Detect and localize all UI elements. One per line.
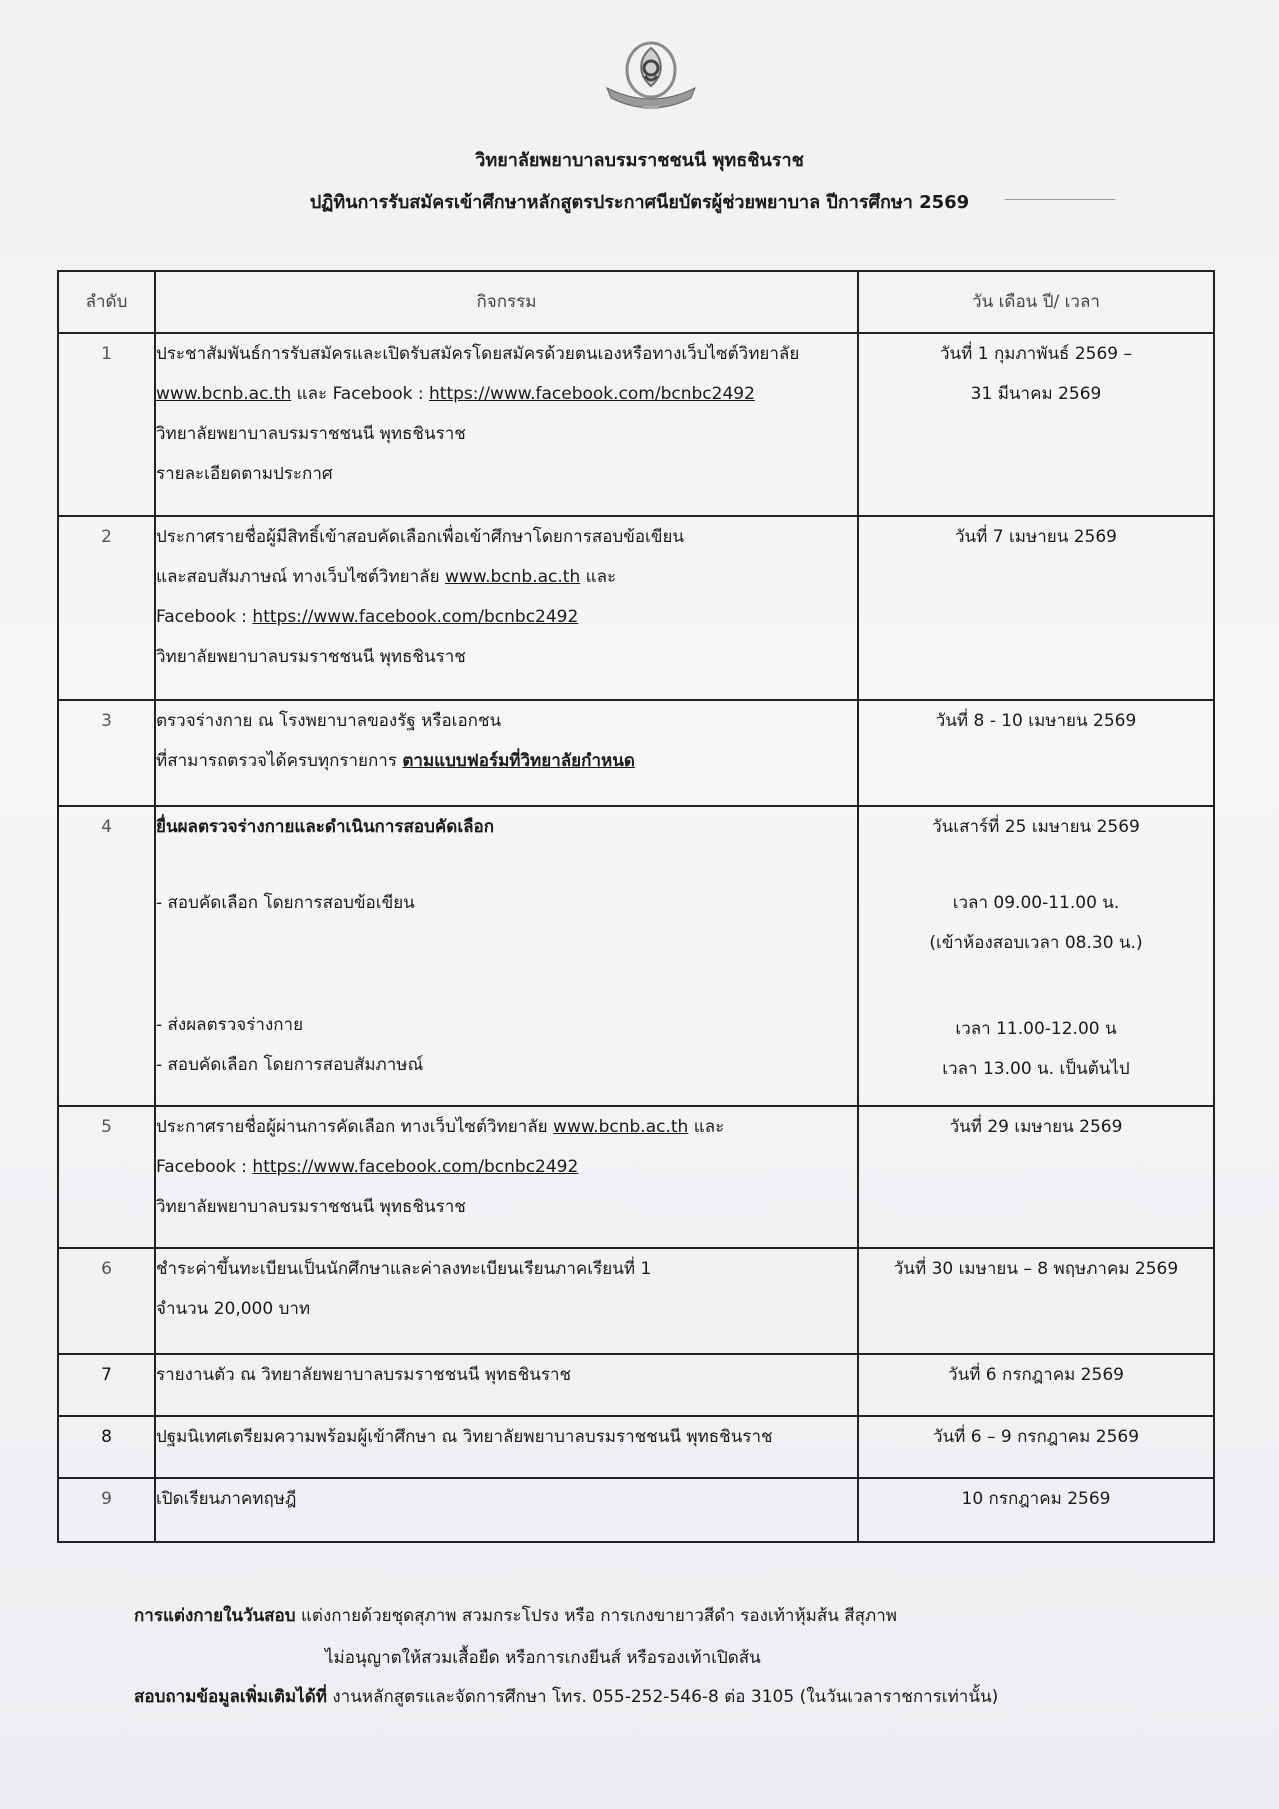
- date-cell: [858, 1478, 1214, 1542]
- activity-text: และ Facebook :: [291, 384, 430, 404]
- date-cell: [858, 806, 1214, 1106]
- facebook-link[interactable]: https://www.facebook.com/bcnbc2492: [429, 384, 755, 404]
- activity-cell: [155, 1478, 858, 1542]
- spacer: [859, 847, 1213, 883]
- row-number: 7: [58, 1354, 155, 1416]
- date-line: วันที่ 6 – 9 กรกฎาคม 2569: [932, 1427, 1140, 1447]
- date-line: เวลา 13.00 น. เป็นต้นไป: [942, 1059, 1130, 1079]
- date-cell: [858, 1106, 1214, 1248]
- date-line: วันที่ 1 กุมภาพันธ์ 2569 –: [939, 344, 1133, 364]
- row-number: 6: [58, 1248, 155, 1354]
- college-title: วิทยาลัยพยาบาลบรมราชชนนี พุทธชินราช: [475, 150, 804, 171]
- table-row: [58, 333, 1214, 516]
- table-row: [58, 700, 1214, 806]
- date-line: วันที่ 8 - 10 เมษายน 2569: [935, 711, 1137, 731]
- date-cell: [858, 700, 1214, 806]
- header-activity: กิจกรรม: [155, 271, 858, 333]
- header-date: วัน เดือน ปี/ เวลา: [858, 271, 1214, 333]
- row-number: 9: [58, 1478, 155, 1542]
- activity-cell: [155, 333, 858, 516]
- spacer: [156, 923, 857, 959]
- table-row: [58, 1248, 1214, 1354]
- contact-label: สอบถามข้อมูลเพิ่มเติมได้ที่: [134, 1687, 327, 1707]
- schedule-table: [57, 270, 1215, 1543]
- facebook-link[interactable]: https://www.facebook.com/bcnbc2492: [252, 607, 579, 627]
- website-link[interactable]: www.bcnb.ac.th: [444, 567, 581, 587]
- website-link[interactable]: www.bcnb.ac.th: [553, 1117, 689, 1137]
- dress-code-note: [134, 1605, 897, 1627]
- activity-line: ตรวจร่างกาย ณ โรงพยาบาลของรัฐ หรือเอกชน: [156, 711, 502, 731]
- form-requirement: ตามแบบฟอร์มที่วิทยาลัยกำหนด: [402, 751, 635, 771]
- contact-note: [134, 1686, 998, 1708]
- activity-cell: [155, 806, 858, 1106]
- activity-line: ปฐมนิเทศเตรียมความพร้อมผู้เข้าศึกษา ณ วิทยาลัยพยาบาลบรมราชชนนี พุทธชินราช: [156, 1427, 773, 1447]
- date-cell: [858, 1416, 1214, 1478]
- activity-text: ประกาศรายชื่อผู้ผ่านการคัดเลือก ทางเว็บไซต์วิทยาลัย: [156, 1117, 554, 1137]
- activity-cell: [155, 1354, 858, 1416]
- activity-cell: [155, 1416, 858, 1478]
- date-line: เวลา 09.00-11.00 น.: [952, 893, 1120, 913]
- date-line: วันที่ 30 เมษายน – 8 พฤษภาคม 2569: [893, 1259, 1179, 1279]
- table-row: [58, 516, 1214, 700]
- activity-line: - ส่งผลตรวจร่างกาย: [156, 1015, 304, 1035]
- date-line: วันที่ 6 กรกฎาคม 2569: [948, 1365, 1124, 1385]
- contact-text: งานหลักสูตรและจัดการศึกษา โทร. 055-252-546-8 ต่อ 3105 (ในวันเวลาราชการเท่านั้น): [326, 1687, 999, 1707]
- facebook-link[interactable]: https://www.facebook.com/bcnbc2492: [252, 1157, 579, 1177]
- activity-line: ประชาสัมพันธ์การรับสมัครและเปิดรับสมัครโดยสมัครด้วยตนเองหรือทางเว็บไซต์วิทยาลัย: [156, 344, 800, 364]
- date-cell: [858, 1354, 1214, 1416]
- date-cell: [858, 333, 1214, 516]
- date-line: วันที่ 7 เมษายน 2569: [954, 527, 1117, 547]
- activity-line: [156, 1107, 857, 1147]
- activity-line: ชำระค่าขึ้นทะเบียนเป็นนักศึกษาและค่าลงทะเบียนเรียนภาคเรียนที่ 1: [156, 1259, 652, 1279]
- spacer: [156, 959, 857, 1005]
- activity-line: วิทยาลัยพยาบาลบรมราชชนนี พุทธชินราช: [156, 1197, 466, 1217]
- table-row: [58, 1416, 1214, 1478]
- activity-line: [156, 1147, 857, 1187]
- table-row: [58, 1478, 1214, 1542]
- activity-line: รายงานตัว ณ วิทยาลัยพยาบาลบรมราชชนนี พุทธชินราช: [156, 1365, 572, 1385]
- activity-text: และ: [580, 567, 617, 587]
- activity-line: [156, 557, 857, 597]
- date-cell: [858, 1248, 1214, 1354]
- dress-code-text: แต่งกายด้วยชุดสุภาพ สวมกระโปรง หรือ การเกงขายาวสีดำ รองเท้าหุ้มส้น สีสุภาพ: [295, 1606, 897, 1626]
- activity-line: จำนวน 20,000 บาท: [156, 1299, 311, 1319]
- spacer: [156, 847, 857, 883]
- activity-text: Facebook :: [156, 1157, 253, 1177]
- date-line: 31 มีนาคม 2569: [970, 384, 1102, 404]
- website-link[interactable]: www.bcnb.ac.th: [156, 384, 292, 404]
- activity-text: ที่สามารถตรวจได้ครบทุกรายการ: [156, 751, 403, 771]
- activity-line: รายละเอียดตามประกาศ: [156, 464, 333, 484]
- row-number: 2: [58, 516, 155, 700]
- date-line: วันเสาร์ที่ 25 เมษายน 2569: [932, 817, 1140, 837]
- row-number: 4: [58, 806, 155, 1106]
- date-line: (เข้าห้องสอบเวลา 08.30 น.): [929, 933, 1143, 953]
- activity-line: เปิดเรียนภาคทฤษฎี: [156, 1489, 297, 1509]
- date-line: 10 กรกฎาคม 2569: [961, 1489, 1111, 1509]
- table-row: [58, 806, 1214, 1106]
- college-seal-logo: [601, 40, 701, 115]
- activity-cell: [155, 1106, 858, 1248]
- activity-text: และสอบสัมภาษณ์ ทางเว็บไซต์วิทยาลัย: [156, 567, 445, 587]
- activity-line: ประกาศรายชื่อผู้มีสิทธิ์เข้าสอบคัดเลือกเพื่อเข้าศึกษาโดยการสอบข้อเขียน: [156, 527, 685, 547]
- row-number: 1: [58, 333, 155, 516]
- activity-cell: [155, 700, 858, 806]
- title-underline: [1005, 199, 1115, 200]
- spacer: [859, 963, 1213, 1009]
- activity-line: ยื่นผลตรวจร่างกายและดำเนินการสอบคัดเลือก: [156, 817, 495, 837]
- row-number: 3: [58, 700, 155, 806]
- dress-code-label: การแต่งกายในวันสอบ: [134, 1606, 296, 1626]
- activity-text: Facebook :: [156, 607, 253, 627]
- document-subtitle: ปฏิทินการรับสมัครเข้าศึกษาหลักสูตรประกาศนียบัตรผู้ช่วยพยาบาล ปีการศึกษา 2569: [309, 192, 970, 213]
- activity-text: และ: [688, 1117, 725, 1137]
- activity-line: [156, 741, 857, 781]
- activity-line: - สอบคัดเลือก โดยการสอบข้อเขียน: [156, 893, 415, 913]
- activity-line: [156, 597, 857, 637]
- activity-line: วิทยาลัยพยาบาลบรมราชชนนี พุทธชินราช: [156, 647, 466, 667]
- row-number: 8: [58, 1416, 155, 1478]
- activity-line: - สอบคัดเลือก โดยการสอบสัมภาษณ์: [156, 1055, 424, 1075]
- table-row: [58, 1354, 1214, 1416]
- table-header-row: [58, 271, 1214, 333]
- activity-line: วิทยาลัยพยาบาลบรมราชชนนี พุทธชินราช: [156, 424, 466, 444]
- date-line: เวลา 11.00-12.00 น: [955, 1019, 1117, 1039]
- dress-code-restriction: ไม่อนุญาตให้สวมเสื้อยืด หรือการเกงยีนส์ หรือรองเท้าเปิดส้น: [325, 1648, 761, 1668]
- date-line: วันที่ 29 เมษายน 2569: [949, 1117, 1123, 1137]
- row-number: 5: [58, 1106, 155, 1248]
- activity-line: [156, 374, 857, 414]
- activity-cell: [155, 1248, 858, 1354]
- activity-cell: [155, 516, 858, 700]
- table-row: [58, 1106, 1214, 1248]
- header-no: ลำดับ: [58, 271, 155, 333]
- date-cell: [858, 516, 1214, 700]
